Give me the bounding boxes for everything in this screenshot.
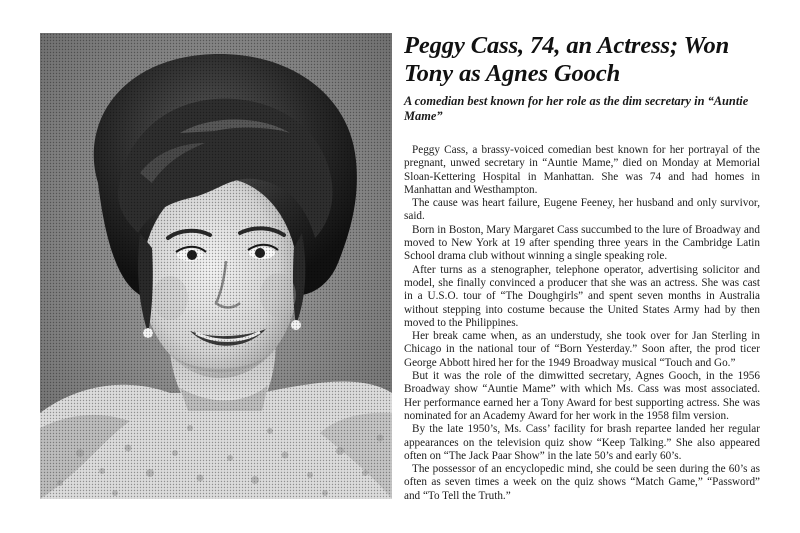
article-body (404, 144, 760, 503)
paragraph: The cause was heart failure, Eugene Feeney, her husband and only survivor, said. (404, 197, 760, 223)
subheadline: A comedian best known for her role as the dim secretary in “Auntie Mame” (404, 94, 749, 123)
paragraph: But it was the role of the dimwitted secretary, Agnes Gooch, in the 1956 Broadway show “Auntie Mame” with which Ms. Cass was most associated. Her performance earned her a Tony Award for best supporting actress. She was nominated for an Academy Award for her work in the 1958 film version. (404, 370, 760, 422)
portrait-photo (40, 33, 392, 499)
paragraph: By the late 1950’s, Ms. Cass’ facility for brash repartee landed her regular appearances on the television quiz show “Keep Talking.” She also appeared often on “The Jack Paar Show” in the late 50’s and early 60’s. (404, 423, 760, 462)
paragraph: Peggy Cass, a brassy-voiced comedian best known for her portrayal of the pregnant, unwed secretary in “Auntie Mame,” died on Monday at Memorial Sloan-Kettering Hospital in Manhattan. She was 74 and had homes in Manhattan and Westhampton. (404, 144, 760, 196)
headline: Peggy Cass, 74, an Actress; Won Tony as Agnes Gooch (404, 32, 730, 87)
paragraph: After turns as a stenographer, telephone operator, advertising solicitor and model, she finally convinced a producer that she was an actress. She was cast in a U.S.O. tour of “The Doughgirls” and spent seven months in Australia without stepping into costume because the United States Army had by then moved to the Philippines. (404, 263, 760, 329)
obituary-article (404, 32, 760, 503)
paragraph: Her break came when, as an understudy, she took over for Jan Sterling in Chicago in the national tour of “Born Yesterday.” Soon after, the prod ticer George Abbott hired her for the 1949 Broadway musical “Touch and Go.” (404, 330, 760, 369)
paragraph: Born in Boston, Mary Margaret Cass succumbed to the lure of Broadway and moved to New York at 19 after spending three years in the Cambridge Latin School drama club without winning a single speaking role. (404, 223, 760, 263)
paragraph: The possessor of an encyclopedic mind, she could be seen during the 60’s as often as seven times a week on the quiz shows “Match Game,” “Password” and “To Tell the Truth.” (404, 463, 760, 502)
